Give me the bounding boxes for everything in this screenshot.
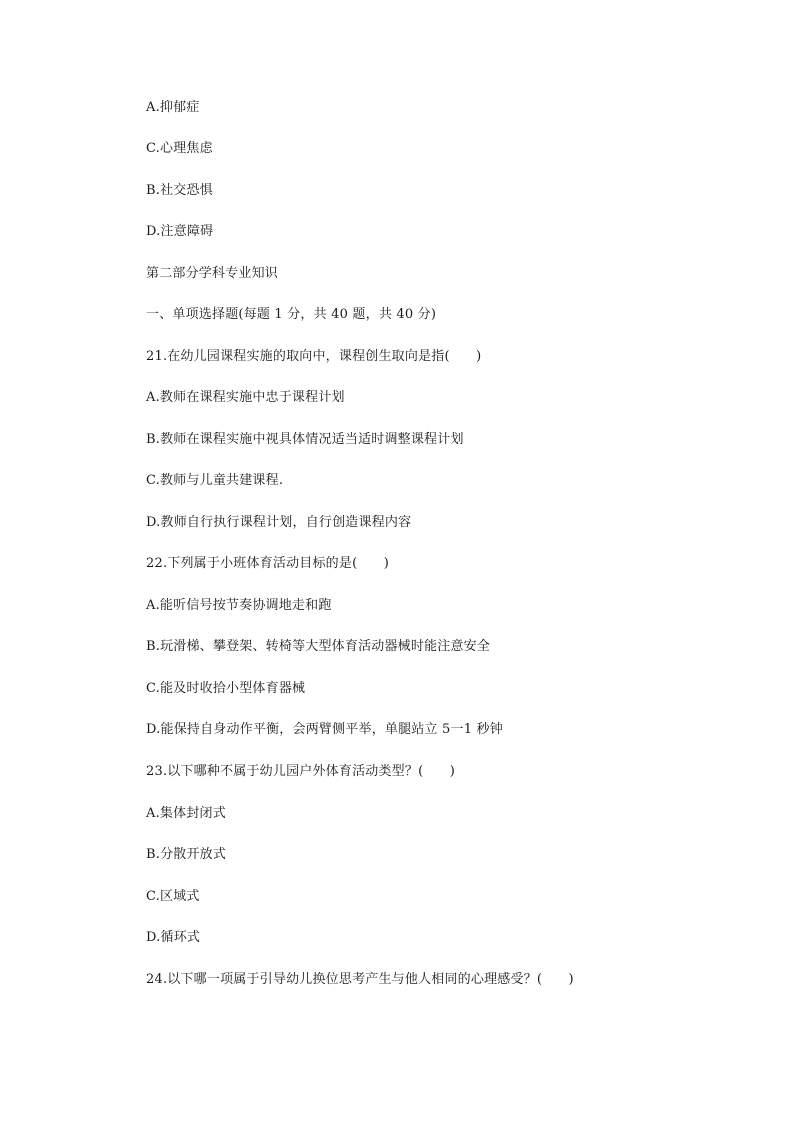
option-c-anxiety: C.心理焦虑: [146, 141, 213, 156]
question-24: 24.以下哪一项属于引导幼儿换位思考产生与他人相同的心理感受？( ): [146, 972, 574, 987]
question-23-option-a: A.集体封闭式: [146, 806, 226, 821]
question-22: 22.下列属于小班体育活动目标的是( ): [146, 556, 390, 571]
question-21-option-b: B.教师在课程实施中视具体情况适当适时调整课程计划: [146, 432, 464, 447]
question-21-option-a: A.教师在课程实施中忠于课程计划: [146, 390, 345, 405]
question-22-option-b: B.玩滑梯、攀登架、转椅等大型体育活动器械时能注意安全: [146, 639, 491, 654]
section-heading: 第二部分学科专业知识: [146, 266, 279, 281]
question-22-option-a: A.能听信号按节奏协调地走和跑: [146, 598, 332, 613]
question-22-option-c: C.能及时收拾小型体育器械: [146, 681, 306, 696]
option-a-depression: A.抑郁症: [146, 100, 200, 115]
question-23: 23.以下哪种不属于幼儿园户外体育活动类型？( ): [146, 764, 456, 779]
option-b-social-fear: B.社交恐惧: [146, 183, 213, 198]
question-21-option-d: D.教师自行执行课程计划，自行创造课程内容: [146, 515, 412, 530]
question-22-option-d: D.能保持自身动作平衡，会两臂侧平举，单腿站立 5一1 秒钟: [146, 722, 503, 737]
question-23-option-b: B.分散开放式: [146, 847, 227, 862]
option-d-attention-disorder: D.注意障碍: [146, 224, 214, 239]
question-23-option-c: C.区域式: [146, 889, 200, 904]
question-type-heading: 一、单项选择题(每题 1 分，共 40 题，共 40 分): [146, 307, 437, 322]
question-23-option-d: D.循环式: [146, 930, 201, 945]
question-21: 21.在幼儿园课程实施的取向中，课程创生取向是指( ): [146, 349, 482, 364]
question-21-option-c: C.教师与儿童共建课程.: [146, 473, 284, 488]
